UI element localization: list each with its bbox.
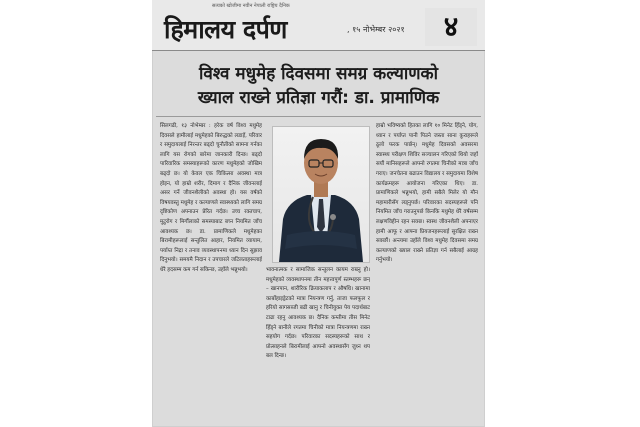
article-column-middle: भावनात्मक र सामाजिक सन्तुलन कायम राख्नु हो। मधुमेहको व्यवस्थापनमा तीन महत्त्वपूर्ण स्तम्भहरू छन् – खानपान, शारीरिक क्रियाकलाप र औषधि। खानामा कार्बोहाइड्रेटको मात्रा नियन्त्रण गर्नु, ताजा फलफूल र हरियो सागसब्जी बढी खानु र चिनीयुक्त पेय पदार्थबाट टाढा रहनु आवश्यक छ। दैनिक कम्तीमा तीस मिनेट हिँड्ने बानीले रगतमा चिनीको मात्रा नियन्त्रणमा राख्न सहयोग गर्दछ। परिवारका सदस्यहरूको साथ र प्रोत्साहनले बिरामीलाई आफ्नो अवस्थासँग जुध्न थप बल दिन्छ।	[266, 267, 370, 360]
issue-date: , १५ नोभेम्बर २०२१	[347, 25, 405, 34]
newspaper-clipping	[152, 0, 485, 427]
page-number: ४	[425, 8, 477, 46]
article-column-right: हाम्रो भविष्यको हितका लागि १० मिनेट हिँड्ने, योग, ध्यान र पर्याप्त पानी पिउने जस्ता साना कुराहरूले ठूलो फरक पार्छन्। मधुमेह दिवसको अवसरमा स्वास्थ्य परीक्षण शिविर सञ्चालन गरिएको थियो जहाँ सयौं मानिसहरूले आफ्नो रगतमा चिनीको मात्रा जाँच गराए। जनचेतना बढाउन विद्यालय र समुदायमा विशेष कार्यक्रमहरू आयोजना गरिएका थिए। डा. प्रामाणिकले भन्नुभयो, हामी सबैले मिलेर यो मौन महामारीसँग लड्नुपर्छ। परिवारका सदस्यहरूले पनि नियमित जाँच गराउनुपर्छ किनकि मधुमेह धेरै वर्षसम्म लक्षणविहीन रहन सक्छ। स्वस्थ जीवनशैली अपनाएर हामी आफू र आफ्ना प्रियजनहरूलाई सुरक्षित राख्न सक्छौं। अन्त्यमा उहाँले विश्व मधुमेह दिवसमा समग्र कल्याणको ख्याल राख्ने प्रतिज्ञा गर्न सबैलाई आग्रह गर्नुभयो।	[376, 123, 478, 264]
masthead	[152, 0, 485, 51]
article-column-left: सिलगढी, १३ नोभेम्बर : हरेक वर्ष विश्व मधुमेह दिवसले हामीलाई मधुमेहको बिरुद्धको लडाइँ, परिवार र समुदायलाई निरन्तर बढ्दो चुनौतीको सामना गर्नका लागि यस रोगको बारेमा जानकारी दिन्छ। बढ्दो पारिवारिक समस्याहरूको कारण मधुमेहको जोखिम बढ्दो छ। यो केवल एक चिकित्सा अवस्था मात्र होइन, यो हाम्रो शरीर, दिमाग र दैनिक जीवनलाई असर गर्ने जीवनशैलीको अवस्था हो। यस वर्षको विषयवस्तु मधुमेह र कल्याणले स्वास्थ्यको लागि समग्र दृष्टिकोण अपनाउन प्रेरित गर्दछ। उच्च रक्तचाप, मुटुरोग र मिर्गौलाको समस्याबाट बच्न नियमित जाँच आवश्यक छ। डा. प्रामाणिकले मधुमेहका बिरामीहरूलाई सन्तुलित आहार, नियमित व्यायाम, पर्याप्त निद्रा र तनाव व्यवस्थापनमा ध्यान दिन सुझाव दिनुभयो। समयमै निदान र उपचारले जटिलताहरूलाई धेरै हदसम्म कम गर्न सकिन्छ, उहाँले भन्नुभयो।	[160, 123, 262, 273]
newspaper-name: हिमालय दर्पण	[164, 15, 287, 44]
headline-divider	[156, 116, 481, 117]
headline-line-1: विश्व मधुमेह दिवसमा समग्र कल्याणको	[198, 64, 439, 84]
article-headline	[152, 62, 485, 110]
masthead-tagline: सत्यको खोजीमा नवीन नेपाली राष्ट्रिय दैनिक	[212, 3, 290, 9]
headline-line-2: ख्याल राख्ने प्रतिज्ञा गरौं: डा. प्रामाणिक	[197, 88, 440, 108]
doctor-portrait-photo	[272, 126, 370, 263]
